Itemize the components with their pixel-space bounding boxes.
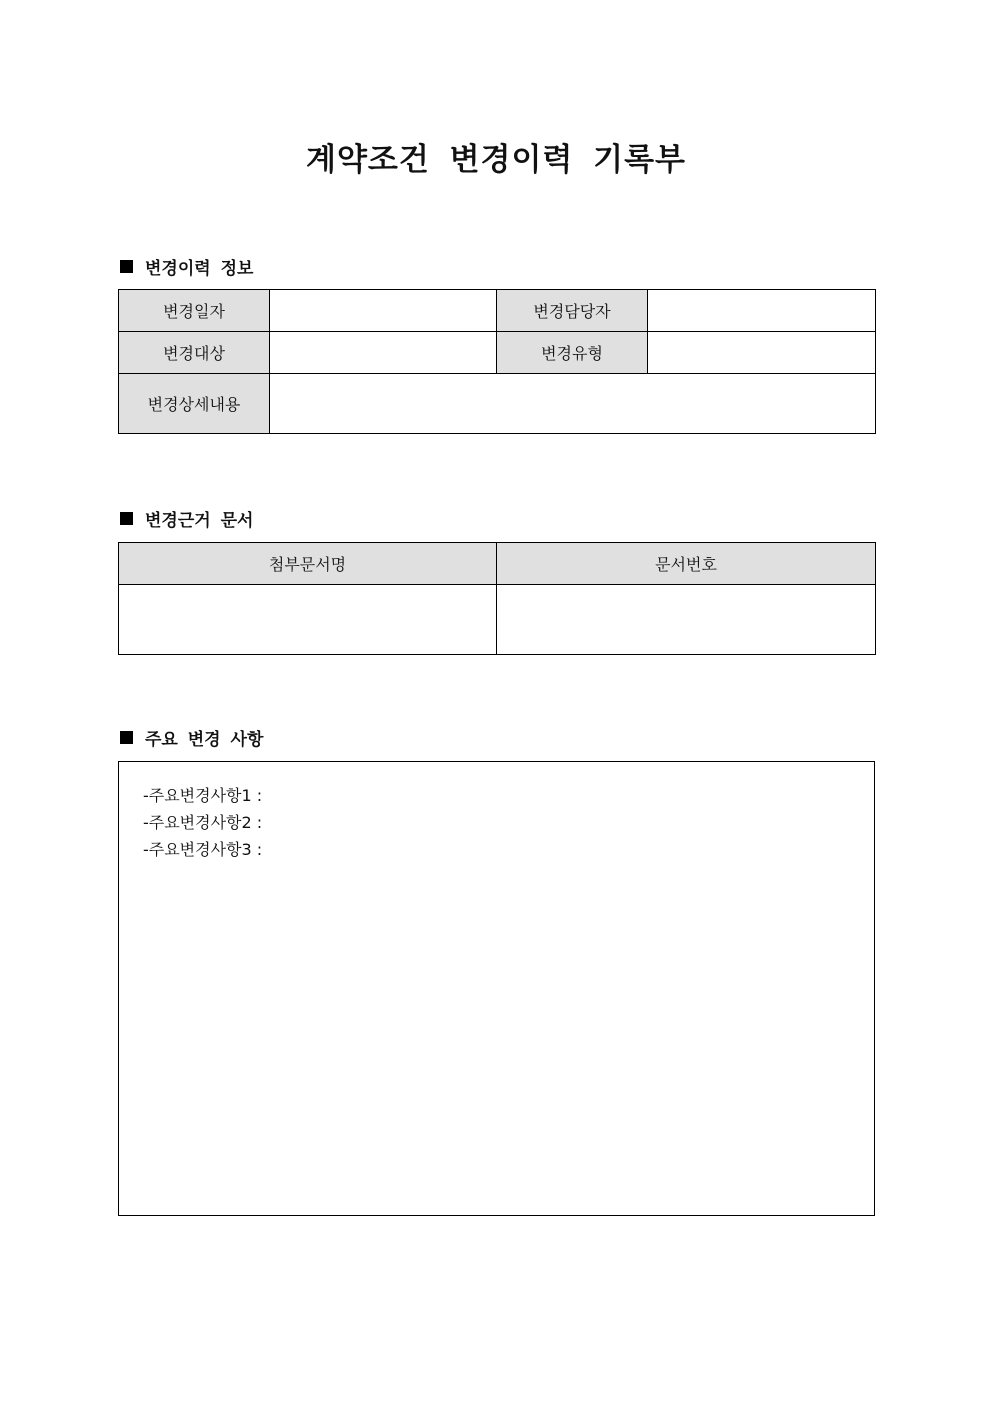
change-manager-label: 변경담당자 [497, 290, 648, 332]
change-item-label: -주요변경사항3 [143, 840, 252, 859]
change-detail-field[interactable] [270, 374, 876, 434]
section-heading-changes-text: 주요 변경 사항 [145, 730, 264, 750]
change-info-table [118, 289, 876, 434]
square-bullet-icon [120, 731, 133, 744]
change-detail-label: 변경상세내용 [119, 374, 270, 434]
page-title: 계약조건 변경이력 기록부 [306, 142, 686, 178]
change-type-label: 변경유형 [497, 332, 648, 374]
section-heading-docs [118, 506, 253, 531]
changes-list [143, 782, 262, 863]
table-row [119, 290, 876, 332]
change-item-separator: : [251, 786, 263, 805]
list-item [143, 782, 262, 809]
change-target-field[interactable] [270, 332, 497, 374]
supporting-docs-table [118, 542, 876, 655]
doc-number-field[interactable] [497, 585, 876, 655]
section-heading-docs-text: 변경근거 문서 [145, 511, 254, 531]
square-bullet-icon [120, 512, 133, 525]
change-date-field[interactable] [270, 290, 497, 332]
change-item-label: -주요변경사항1 [143, 786, 252, 805]
column-header-doc-name: 첨부문서명 [119, 543, 497, 585]
change-date-label: 변경일자 [119, 290, 270, 332]
section-heading-info [118, 254, 253, 279]
change-manager-field[interactable] [648, 290, 876, 332]
list-item [143, 809, 262, 836]
list-item [143, 836, 262, 863]
column-header-doc-number: 문서번호 [497, 543, 876, 585]
major-changes-box[interactable] [118, 761, 875, 1216]
doc-name-field[interactable] [119, 585, 497, 655]
table-row [119, 374, 876, 434]
table-row [119, 585, 876, 655]
table-row [119, 332, 876, 374]
change-type-field[interactable] [648, 332, 876, 374]
change-item-separator: : [251, 840, 263, 859]
square-bullet-icon [120, 260, 133, 273]
section-heading-changes [118, 725, 263, 750]
change-item-separator: : [251, 813, 263, 832]
change-item-label: -주요변경사항2 [143, 813, 252, 832]
section-heading-info-text: 변경이력 정보 [145, 259, 254, 279]
change-target-label: 변경대상 [119, 332, 270, 374]
table-header-row [119, 543, 876, 585]
